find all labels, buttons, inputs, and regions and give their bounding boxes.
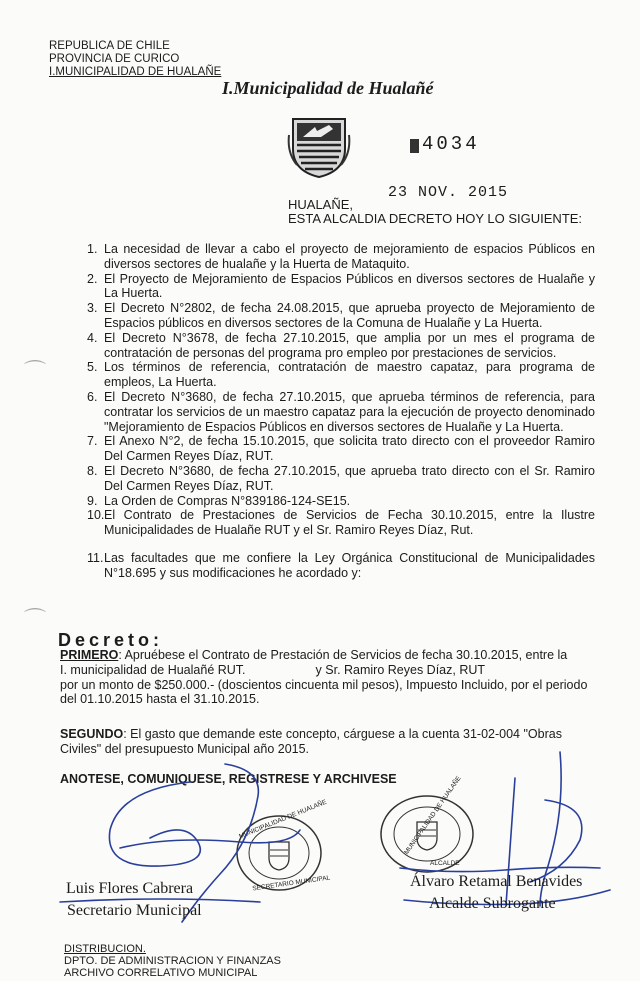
list-item: 10. El Contrato de Prestaciones de Servicios de Fecha 30.10.2015, entre la Ilustre Municipalidades de Hualañe RUT y el Sr. Ramiro Reyes Díaz, Rut. xyxy=(87,508,595,538)
secretary-role: Secretario Municipal xyxy=(67,902,202,919)
header-country: REPUBLICA DE CHILE xyxy=(49,40,170,52)
list-item: 9. La Orden de Compras N°839186-124-SE15. xyxy=(87,493,351,508)
primero-label: PRIMERO xyxy=(60,648,119,662)
distribution-line: ARCHIVO CORRELATIVO MUNICIPAL xyxy=(64,967,258,979)
segundo-paragraph: SEGUNDO: El gasto que demande este concepto, cárguese a la cuenta 31-02-004 "Obras Civiles" del presupuesto Municipal año 2015. xyxy=(60,727,562,756)
hole-punch-mark: ⌒ xyxy=(24,359,47,384)
primero-paragraph: PRIMERO: Apruébese el Contrato de Prestación de Servicios de fecha 30.10.2015, entre la I. municipalidad de Hualañé RUT. y Sr. Ramiro Reyes Díaz, RUT por un monto de $250.000.- (doscientos cincuenta mil pesos), Impuesto Incluido, por el periodo del 01.10.2015 hasta el 31.10.2015. xyxy=(60,648,588,707)
intro-statement: ESTA ALCALDIA DECRETO HOY LO SIGUIENTE: xyxy=(288,211,583,226)
list-item: 2. El Proyecto de Mejoramiento de Espacios Públicos en diversos sectores de Hualañe y La Huerta. xyxy=(87,271,595,301)
list-item: 4. El Decreto N°3678, de fecha 27.10.2015, que amplia por un mes el programa de contratación de personas del programa pro empleo por prestaciones de servicios. xyxy=(87,330,595,360)
header-province: PROVINCIA DE CURICO xyxy=(49,53,180,65)
stamp-mark xyxy=(410,139,419,153)
mayor-name: Álvaro Retamal Benavides xyxy=(410,873,583,890)
distribution xyxy=(64,943,281,979)
place-label: HUALAÑE, xyxy=(288,197,354,212)
list-item: 5. Los términos de referencia, contratación de maestro capataz, para programa de empleos, La Huerta. xyxy=(87,360,595,390)
coat-of-arms-icon xyxy=(287,113,351,179)
considerandos-list xyxy=(87,242,595,581)
mayor-seal xyxy=(377,792,477,876)
document-title: I.Municipalidad de Hualañé xyxy=(222,78,434,98)
secretary-name: Luis Flores Cabrera xyxy=(66,880,194,897)
distribution-title: DISTRIBUCION. xyxy=(64,943,146,955)
closing-formula: ANOTESE, COMUNIQUESE, REGISTRESE Y ARCHIVESE xyxy=(60,772,397,786)
list-item: 7. El Anexo N°2, de fecha 15.10.2015, que solicita trato directo con el proveedor Ramiro Del Carmen Reyes Díaz, RUT. xyxy=(87,434,595,464)
secretary-seal-top: MUNICIPALIDAD DE HUALAÑE xyxy=(238,798,328,841)
mayor-role: Alcalde Subrogante xyxy=(429,895,556,912)
list-item: 6. El Decreto N°3680, de fecha 27.10.2015, que aprueba términos de referencia, para contratar los servicios de un maestro capataz para la ejecución de proyecto denominado "Mejoramiento de Espacios Públicos en diversos sectores de Hualañe y La Huerta. xyxy=(87,389,595,434)
date-stamp: 23 NOV. 2015 xyxy=(388,184,509,201)
secretary-seal-bottom: SECRETARIO MUNICIPAL xyxy=(251,874,331,893)
list-item: 1. La necesidad de llevar a cabo el proyecto de mejoramiento de espacios Públicos en diversos sectores de hualañe y la Huerta de Mataquito. xyxy=(87,242,595,271)
decreto-heading: Decreto: xyxy=(58,630,164,650)
list-item: 8. El Decreto N°3680, de fecha 27.10.2015, que aprueba trato directo con el Sr. Ramiro Del Carmen Reyes Díaz, RUT. xyxy=(87,463,595,493)
mayor-seal-top: MUNICIPALIDAD DE HUALAÑE xyxy=(403,775,463,856)
header-municipality: I.MUNICIPALIDAD DE HUALAÑE xyxy=(49,66,222,78)
document-number-stamp: 4034 xyxy=(422,133,480,155)
mayor-seal-bottom: ALCALDE xyxy=(430,860,460,867)
hole-punch-mark: ⌒ xyxy=(24,607,47,632)
segundo-label: SEGUNDO xyxy=(60,727,124,741)
list-item: 11. Las facultades que me confiere la Ley Orgánica Constitucional de Municipalidades N°18.695 y sus modificaciones he acordado y: xyxy=(87,550,595,580)
list-item: 3. El Decreto N°2802, de fecha 24.08.2015, que aprueba proyecto de Mejoramiento de Espacios públicos en diversos sectores de la Comuna de Hualañe y La Huerta. xyxy=(87,301,595,330)
distribution-line: DPTO. DE ADMINISTRACION Y FINANZAS xyxy=(64,955,281,967)
